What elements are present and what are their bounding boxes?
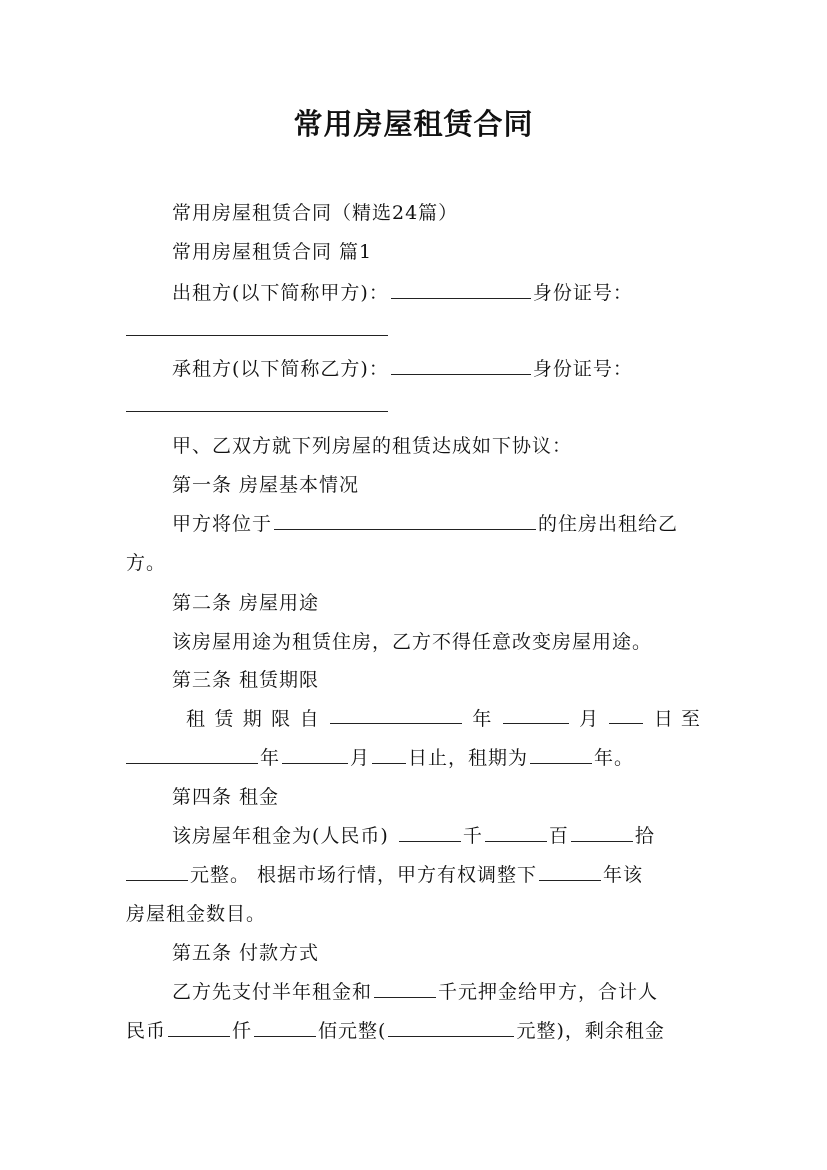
rent-thousand-blank[interactable] xyxy=(399,822,461,842)
article4-title: 第四条 租金 xyxy=(172,786,280,808)
start-month-blank[interactable] xyxy=(503,704,569,724)
adjust-year-blank[interactable] xyxy=(539,861,601,881)
article2-text: 该房屋用途为租赁住房，乙方不得任意改变房屋用途。 xyxy=(172,631,653,653)
word: 日 至 xyxy=(653,708,701,730)
lessee-id-label: 身份证号： xyxy=(532,358,633,380)
word: 仟 xyxy=(232,1020,253,1042)
article5-title: 第五条 付款方式 xyxy=(172,942,320,964)
article1-title: 第一条 房屋基本情况 xyxy=(172,474,360,496)
lessee-line xyxy=(172,354,633,381)
start-day-blank[interactable] xyxy=(609,704,643,724)
lessor-label: 出租方(以下简称甲方)： xyxy=(172,282,389,304)
word: 百 xyxy=(548,825,569,847)
section-title: 常用房屋租赁合同 篇1 xyxy=(172,241,373,263)
total-uppercase-blank[interactable] xyxy=(388,1017,514,1037)
article2-title: 第二条 房屋用途 xyxy=(172,592,320,614)
word: 期 xyxy=(242,708,263,730)
word: 元整)，剩余租金 xyxy=(516,1020,665,1042)
term-years-blank[interactable] xyxy=(530,744,592,764)
lessor-id-line xyxy=(126,316,388,341)
total-hundred-blank[interactable] xyxy=(254,1017,316,1037)
word: 月 xyxy=(579,708,600,730)
total-thousand-blank[interactable] xyxy=(168,1017,230,1037)
end-day-blank[interactable] xyxy=(372,744,406,764)
word: 年。 xyxy=(594,747,635,769)
word: 乙方先支付半年租金和 xyxy=(172,981,373,1003)
word: 民币 xyxy=(126,1020,167,1042)
lessor-name-blank[interactable] xyxy=(391,279,531,299)
rent-hundred-blank[interactable] xyxy=(485,822,547,842)
document-title: 常用房屋租赁合同 xyxy=(293,107,534,141)
rent-ten-blank[interactable] xyxy=(571,822,633,842)
agreement-intro: 甲、乙双方就下列房屋的租赁达成如下协议： xyxy=(172,435,573,457)
article5-line2 xyxy=(126,1016,665,1043)
lessee-id-blank[interactable] xyxy=(126,392,388,412)
end-month-blank[interactable] xyxy=(282,744,348,764)
end-year-blank[interactable] xyxy=(126,744,258,764)
word: 年 xyxy=(260,747,281,769)
lessee-name-blank[interactable] xyxy=(391,355,531,375)
word: 佰元整( xyxy=(318,1020,387,1042)
lessee-label: 承租方(以下简称乙方)： xyxy=(172,358,389,380)
word: 千 xyxy=(462,825,483,847)
rent-yuan-blank[interactable] xyxy=(126,861,188,881)
rent-prefix: 该房屋年租金为(人民币) xyxy=(172,825,389,847)
word: 元整。 根据市场行情，甲方有权调整下 xyxy=(190,864,538,886)
address-blank[interactable] xyxy=(274,510,536,530)
lessor-line xyxy=(172,278,633,305)
article1-cont: 方。 xyxy=(126,552,167,574)
article1-prefix: 甲方将位于 xyxy=(172,513,273,535)
article1-suffix: 的住房出租给乙 xyxy=(538,513,679,535)
start-year-blank[interactable] xyxy=(330,704,462,724)
word: 日止，租期为 xyxy=(408,747,529,769)
article1-line xyxy=(172,509,678,536)
word: 月 xyxy=(350,747,371,769)
article3-title: 第三条 租赁期限 xyxy=(172,669,320,691)
word: 自 xyxy=(299,708,320,730)
lessor-id-label: 身份证号： xyxy=(532,282,633,304)
word: 千元押金给甲方，合计人 xyxy=(438,981,659,1003)
subtitle: 常用房屋租赁合同（精选24篇） xyxy=(172,202,459,224)
lessor-id-blank[interactable] xyxy=(126,316,388,336)
word: 年 xyxy=(472,708,493,730)
article4-line1 xyxy=(172,821,655,848)
article4-line3: 房屋租金数目。 xyxy=(126,903,267,925)
article4-line2 xyxy=(126,860,643,887)
article3-line2 xyxy=(126,743,634,770)
word: 租 xyxy=(186,708,207,730)
word: 年该 xyxy=(603,864,644,886)
article5-line1 xyxy=(172,977,658,1004)
article3-line1 xyxy=(186,704,701,731)
word: 限 xyxy=(271,708,292,730)
word: 赁 xyxy=(214,708,235,730)
lessee-id-line xyxy=(126,392,388,417)
deposit-blank[interactable] xyxy=(374,978,436,998)
word: 拾 xyxy=(634,825,655,847)
